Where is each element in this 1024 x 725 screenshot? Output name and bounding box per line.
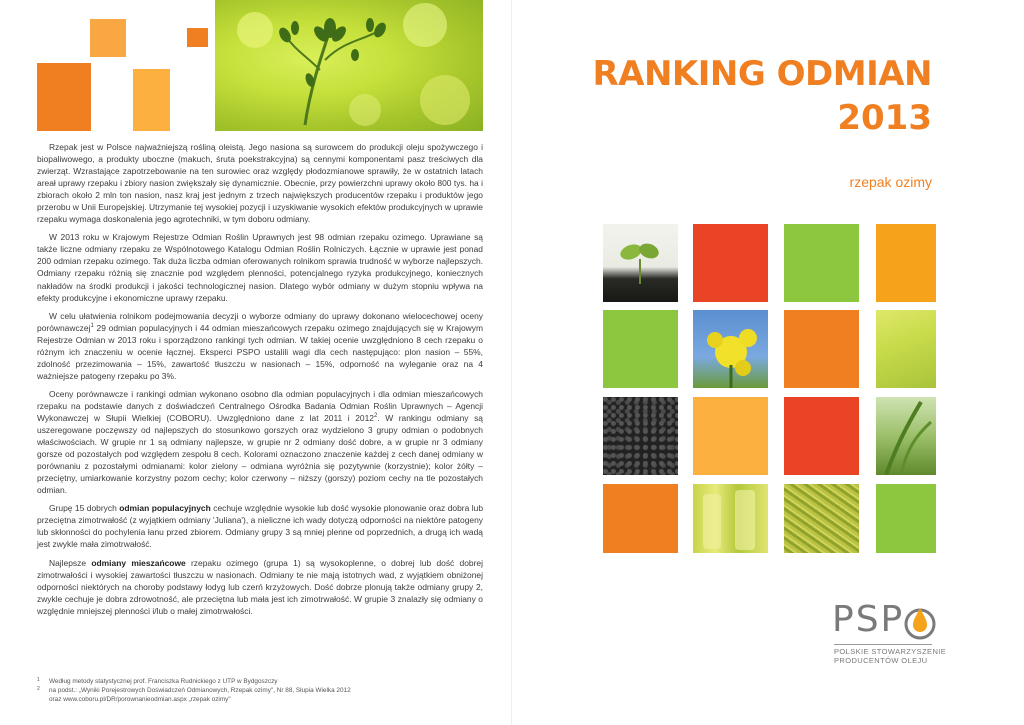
yellow-square — [693, 397, 768, 475]
bold-term: odmiany mieszańcowe — [91, 557, 186, 568]
rapeseed-field-photo — [876, 310, 936, 388]
deco-square — [37, 63, 91, 131]
rapeseed-flower-photo — [215, 0, 483, 131]
red-square — [693, 224, 768, 302]
paragraph: Najlepsze odmiany mieszańcowe rzepaku ozimego (grupa 1) są wysokoplenne, o dobrej lub dość dobrej zimotrwałości i wysokiej zawartości tłuszczu w nasionach. Odmiany te nie mają istotnych wad, z wyjątkiem obniżonej odporności niektórych na choroby podstawy łodyg lub czerń krzyżowych. Dość dobrze plonują także odmiany grupy 2, zwykle cechuje je dobra zdrowotność, ale przeciętna lub mała jest ich zimotrwałość. W grupie 3 znalazły się odmiany o względnie mniejszej plenności i/lub o małej zimotrwałości. — [37, 557, 484, 616]
deco-square — [133, 69, 170, 131]
flower-illustration — [215, 0, 483, 131]
logo-letters: PSP — [832, 599, 905, 640]
bold-term: odmian populacyjnych — [119, 503, 211, 514]
deco-square — [90, 19, 126, 57]
red-square — [784, 397, 859, 475]
footnote: 2 na podst.: „Wyniki Porejestrowych Doświadczeń Odmianowych, Rzepak ozimy", Nr 88, Słupia Wielka 2012 — [37, 686, 351, 694]
orange-square — [784, 310, 859, 388]
orange-square — [603, 484, 678, 553]
oil-bottles-photo — [693, 484, 768, 553]
logo-divider — [834, 644, 932, 645]
cover-year: 2013 — [837, 98, 932, 138]
green-square — [603, 310, 678, 388]
paragraph: W celu ułatwienia rolnikom podejmowania decyzji o wyborze odmiany do uprawy dokonano wielocechowej oceny porównawczej$^1$ 29 odmian populacyjnych i 44 odmian mieszańcowych rzepaku ozimego znajdujących się w Krajowym Rejestrze Odmian w 2013 roku i sporządzono rankingi tych odmian. W takiej ocenie uwzględniono 8 cech rzepaku o różnym ich znaczeniu w ocenie łącznej. Eksperci PSPO ustalili wagi dla cech następująco: plon nasion – 55%, zdolność przezimowania – 15%, zawartość tłuszczu w nasionach – 15%, odporność na wyleganie oraz na 4 ważniejsze patogeny rzepaku po 3%. — [37, 310, 483, 381]
footnote: 1 Według metody statystycznej prof. Franciszka Rudnickiego z UTP w Bydgoszczy — [37, 677, 278, 685]
paragraph: W 2013 roku w Krajowym Rejestrze Odmian Roślin Uprawnych jest 98 odmian rzepaku ozimego. Uprawiane są także liczne odmiany rzepaku ze Wspólnotowego Katalogu Odmian Roślin Rolniczych. Łącznie w uprawie jest ponad 200 odmian rzepaku ozimego. Tak duża liczba odmian oferowanych rolnikom sprawia trudność w wyborze najlepszych. Odmiany rzepaku różnią się znacznie pod względem plenności, potencjalnego ryzyka produkcyjnego, koniecznych nakładów na środki produkcji i jakości technologicznej nasion. Dlatego wybór odmiany w dużym stopniu wpływa na efekty produkcyjne i ekonomiczne uprawy rzepaku. — [37, 232, 483, 303]
green-pods-photo — [876, 397, 936, 475]
harvested-stems-photo — [784, 484, 859, 553]
green-square — [784, 224, 859, 302]
green-square — [876, 484, 936, 553]
paragraph: Rzepak jest w Polsce najważniejszą rośliną oleistą. Jego nasiona są surowcem do produkcji oleju spożywczego i biopaliwowego, a produkty uboczne (makuch, śruta poekstrakcyjna) są cennymi komponentami pasz treściwych dla zwierząt. Wzrastające zapotrzebowanie na ten surowiec oraz względy płodozmianowe sprawiły, że w ostatnich latach areał uprawy rzepaku i zbiory nasion zwiększały się dynamicznie. Obecnie, przy powierzchni uprawy około 800 tys. ha i zbiorach około 2 mln ton nasion, nasz kraj jest jednym z trzech największych producentów rzepaku i produktów jego przerobu w Unii Europejskiej. Utrzymanie tej wysokiej pozycji i uzyskiwanie wysokich efektów produkcyjnych w uprawie rzepaku wymaga doskonalenia jego agrotechniki, w tym doboru odmiany. — [37, 142, 483, 225]
main-article — [37, 141, 483, 623]
rapeseed-flower-blue-sky-photo — [693, 310, 768, 388]
pspo-logo — [832, 598, 947, 668]
paragraph: Grupę 15 dobrych odmian populacyjnych cechuje względnie wysokie lub dość wysokie plonowanie oraz dobra lub przeciętna zimotrwałość (z wyjątkiem odmiany 'Juliana'), a nieliczne ich wady dotyczą odporności na niektóre patogeny lub skłonności do pochylenia łanu przed zbiorem. Odmiany grupy 3 są mniej plenne od poprzednich, a drugą ich wadą jest zwykle mała zimotrwałość. — [37, 503, 484, 550]
paragraph: Oceny porównawcze i rankingi odmian wykonano osobno dla odmian populacyjnych i dla odmian mieszańcowych rzepaku na podstawie danych z doświadczeń Centralnego Ośrodka Badania Odmian Roślin Uprawnych – Agencji Wykonawczej w Słupii Wielkiej (COBORU). Uwzględniono dane z lat 2011 i 2012$^2$. W rankingu odmiany są uszeregowane poczęwszy od najlepszych do stosunkowo gorszych oraz wydzielono 3 grupy odmian o podobnych właściwościach. W grupie nr 1 są odmiany najlepsze, w grupie nr 2 odmiany dość dobre, a w grupie nr 3 odmiany gorsze od pozostałych pod względem zespołu 8 cech. Kolorami oznaczono znaczenie każdej z cech danej odmiany w porównaniu z pozostałymi odmianami: kolor zielony – odmiana wyróżnia się pozytywnie (korzystnie); kolor żółty – przeciętny, umiarkowanie korzystny pozom cechy; kolor czerwony – niższy (gorszy) poziom cechy na tle pozostałych odmian. — [37, 388, 483, 496]
deco-square — [187, 28, 208, 47]
footnote-ref: 2 — [373, 413, 378, 420]
page-fold — [511, 0, 512, 725]
footnote: oraz www.coboru.pl/DR/porownanieodmian.aspx „rzepak ozimy" — [49, 696, 231, 703]
logo-subtitle: POLSKIE STOWARZYSZENIE PRODUCENTÓW OLEJU — [834, 647, 947, 665]
seeds-photo — [603, 397, 678, 475]
seedling-photo — [603, 224, 678, 302]
footnotes — [37, 677, 457, 704]
oil-drop-icon — [904, 602, 938, 642]
cover-subtitle: rzepak ozimy — [849, 174, 932, 190]
orange-square — [876, 224, 936, 302]
footnote-ref: 1 — [90, 322, 94, 329]
cover-title: RANKING ODMIAN — [592, 54, 932, 94]
